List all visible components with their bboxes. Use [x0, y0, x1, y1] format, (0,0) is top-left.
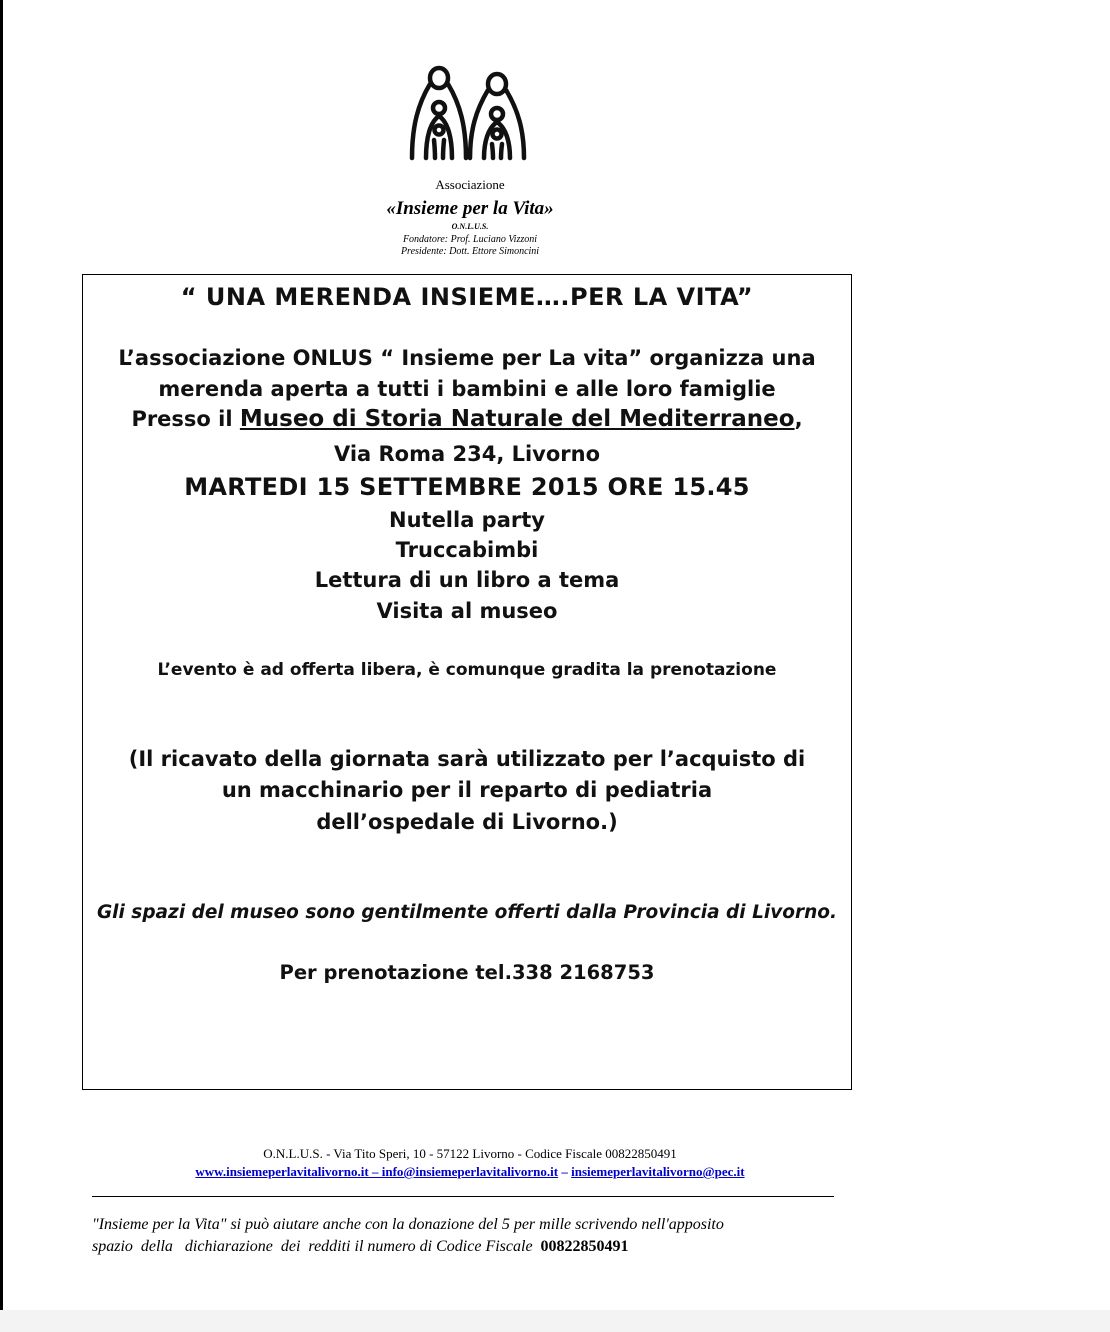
event-date: MARTEDI 15 SETTEMBRE 2015 ORE 15.45 [184, 473, 750, 501]
venue-suffix: , [794, 407, 803, 431]
intro-line-1: L’associazione ONLUS “ Insieme per La vita” organizza una [118, 346, 816, 370]
donation-note-line-2 [92, 1238, 629, 1256]
event-flyer-box [82, 274, 852, 1090]
activity-item: Lettura di un libro a tema [314, 568, 620, 592]
president-line: Presidente: Dott. Ettore Simoncini [400, 246, 540, 257]
tax-code: 00822850491 [540, 1238, 629, 1255]
purpose-line-1: (Il ricavato della giornata sarà utilizzato per l’acquisto di [128, 747, 806, 771]
activity-item: Visita al museo [376, 599, 558, 623]
association-label: Associazione [435, 177, 505, 192]
onlus-label: O.N.L.U.S. [451, 222, 489, 231]
purpose-line-2: un macchinario per il reparto di pediatria [221, 778, 713, 802]
association-name: «Insieme per la Vita» [386, 198, 554, 219]
footer-divider [92, 1196, 834, 1197]
footer-address: O.N.L.U.S. - Via Tito Speri, 10 - 57122 Livorno - Codice Fiscale 00822850491 [263, 1146, 677, 1161]
footer-links [90, 1164, 850, 1180]
donation-note-line-1: "Insieme per la Vita" si può aiutare anche con la donazione del 5 per mille scrivendo nell'apposito [92, 1216, 724, 1233]
venue-address: Via Roma 234, Livorno [333, 442, 601, 466]
page-bottom-margin [0, 1310, 1110, 1332]
venue-line [83, 406, 851, 432]
purpose-line-3: dell’ospedale di Livorno.) [316, 810, 618, 834]
donation-note-text: spazio della dichiarazione dei redditi il numero di Codice Fiscale [92, 1238, 541, 1255]
activity-item: Truccabimbi [395, 538, 539, 562]
two-figures-logo-icon [408, 64, 528, 162]
offer-note: L’evento è ad offerta libera, è comunque gradita la prenotazione [157, 660, 777, 680]
website-email-link[interactable]: www.insiemeperlavitalivorno.it – info@insiemeperlavitalivorno.it [195, 1164, 559, 1179]
founder-line: Fondatore: Prof. Luciano Vizzoni [402, 234, 538, 245]
page-left-border [0, 0, 3, 1310]
pec-email-link[interactable]: insiemeperlavitalivorno@pec.it [571, 1164, 745, 1179]
booking-phone: Per prenotazione tel.338 2168753 [279, 961, 655, 984]
venue-prefix: Presso il [131, 407, 240, 431]
venue-name: Museo di Storia Naturale del Mediterraneo [239, 406, 795, 432]
venue-credit: Gli spazi del museo sono gentilmente offerti dalla Provincia di Livorno. [97, 902, 837, 923]
links-separator: – [558, 1164, 572, 1179]
activity-item: Nutella party [389, 508, 545, 532]
event-title: “ UNA MERENDA INSIEME….PER LA VITA” [180, 283, 754, 311]
intro-line-2: merenda aperta a tutti i bambini e alle loro famiglie [158, 377, 776, 401]
